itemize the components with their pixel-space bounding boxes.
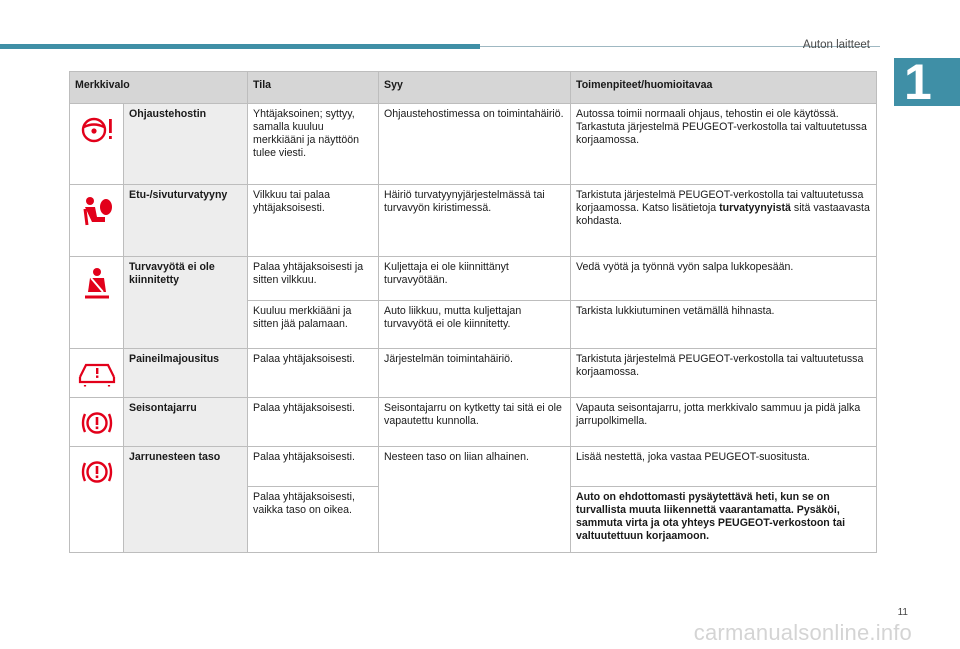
- cause-cell: Auto liikkuu, mutta kuljettajan turvavyötä ei ole kiinnitetty.: [379, 301, 571, 349]
- column-header: Tila: [248, 72, 379, 104]
- cause-cell: Järjestelmän toimintahäiriö.: [379, 349, 571, 398]
- light-name: Ohjaustehostin: [124, 104, 248, 185]
- action-cell: Tarkista lukkiutuminen vetämällä hihnasta.: [571, 301, 877, 349]
- table-row: [70, 104, 877, 185]
- state-cell: Palaa yhtäjaksoisesti, vaikka taso on oikea.: [248, 487, 379, 553]
- page-number: 11: [897, 607, 908, 618]
- action-cell: Tarkistuta järjestelmä PEUGEOT-verkostolla tai valtuutetussa korjaamossa.: [571, 349, 877, 398]
- icon-cell: [70, 398, 124, 447]
- chapter-tab: [894, 54, 960, 110]
- state-cell: Yhtäjaksoinen; syttyy, samalla kuuluu merkkiääni ja näyttöön tulee viesti.: [248, 104, 379, 185]
- column-header: Syy: [379, 72, 571, 104]
- state-cell: Palaa yhtäjaksoisesti.: [248, 349, 379, 398]
- action-cell: Vedä vyötä ja työnnä vyön salpa lukkopesään.: [571, 257, 877, 301]
- seatbelt-icon: [81, 267, 113, 301]
- cause-cell: Seisontajarru on kytketty tai sitä ei ole vapautettu kunnolla.: [379, 398, 571, 447]
- column-header: Toimenpiteet/huomioitavaa: [571, 72, 877, 104]
- cause-cell: Nesteen taso on liian alhainen.: [379, 447, 571, 553]
- table-header-row: [70, 72, 877, 104]
- air-suspension-icon: [77, 359, 117, 389]
- action-cell: [571, 185, 877, 257]
- table-row: [70, 257, 877, 301]
- table-row: [70, 185, 877, 257]
- header-accent-bar: [0, 44, 480, 49]
- action-cell: Lisää nestettä, joka vastaa PEUGEOT-suositusta.: [571, 447, 877, 487]
- table-row: [70, 349, 877, 398]
- chapter-number: 1: [904, 54, 932, 110]
- state-cell: Palaa yhtäjaksoisesti ja sitten vilkkuu.: [248, 257, 379, 301]
- section-title: Auton laitteet: [802, 39, 870, 51]
- state-cell: Vilkkuu tai palaa yhtäjaksoisesti.: [248, 185, 379, 257]
- state-cell: Kuuluu merkkiääni ja sitten jää palamaan.: [248, 301, 379, 349]
- icon-cell: [70, 447, 124, 553]
- icon-cell: [70, 104, 124, 185]
- action-cell: Vapauta seisontajarru, jotta merkkivalo sammuu ja pidä jalka jarrupolkimella.: [571, 398, 877, 447]
- cause-cell: Ohjaustehostimessa on toimintahäiriö.: [379, 104, 571, 185]
- light-name: Seisontajarru: [124, 398, 248, 447]
- steering-warning-icon: [77, 114, 117, 146]
- state-cell: Palaa yhtäjaksoisesti.: [248, 398, 379, 447]
- icon-cell: [70, 185, 124, 257]
- light-name: Paineilmajousitus: [124, 349, 248, 398]
- icon-cell: [70, 349, 124, 398]
- column-header: Merkkivalo: [70, 72, 248, 104]
- airbag-seatbelt-icon: [79, 195, 115, 229]
- warning-lights-table: [69, 71, 877, 553]
- cause-cell: Kuljettaja ei ole kiinnittänyt turvavyötään.: [379, 257, 571, 301]
- icon-cell: [70, 257, 124, 349]
- state-cell: Palaa yhtäjaksoisesti.: [248, 447, 379, 487]
- action-emphasis: turvatyynyistä: [719, 202, 791, 214]
- light-name: Etu-/sivuturvatyyny: [124, 185, 248, 257]
- light-name: Jarrunesteen taso: [124, 447, 248, 553]
- action-text: sitä vastaavasta kohdasta.: [576, 202, 870, 227]
- light-name: Turvavyötä ei ole kiinnitetty: [124, 257, 248, 349]
- cause-cell: Häiriö turvatyynyjärjestelmässä tai turvavyön kiristimessä.: [379, 185, 571, 257]
- action-text: Tarkistuta järjestelmä PEUGEOT-verkostolla tai valtuutetussa korjaamossa. Katso lisätietoja: [576, 189, 864, 214]
- brake-fluid-icon: [81, 457, 113, 487]
- table-row: [70, 447, 877, 487]
- action-cell: Autossa toimii normaali ohjaus, tehostin ei ole käytössä. Tarkastuta järjestelmä PEUGEOT-verkostolla tai valtuutetussa korjaamossa.: [571, 104, 877, 185]
- table-row: [70, 398, 877, 447]
- parking-brake-icon: [81, 408, 113, 438]
- watermark: carmanualsonline.info: [693, 620, 912, 645]
- action-cell: Auto on ehdottomasti pysäytettävä heti, kun se on turvallista muuta liikennettä vaarantamatta. Pysäköi, sammuta virta ja ota yhteys PEUGEOT-verkostoon tai valtuutettuun korjaamoon.: [571, 487, 877, 553]
